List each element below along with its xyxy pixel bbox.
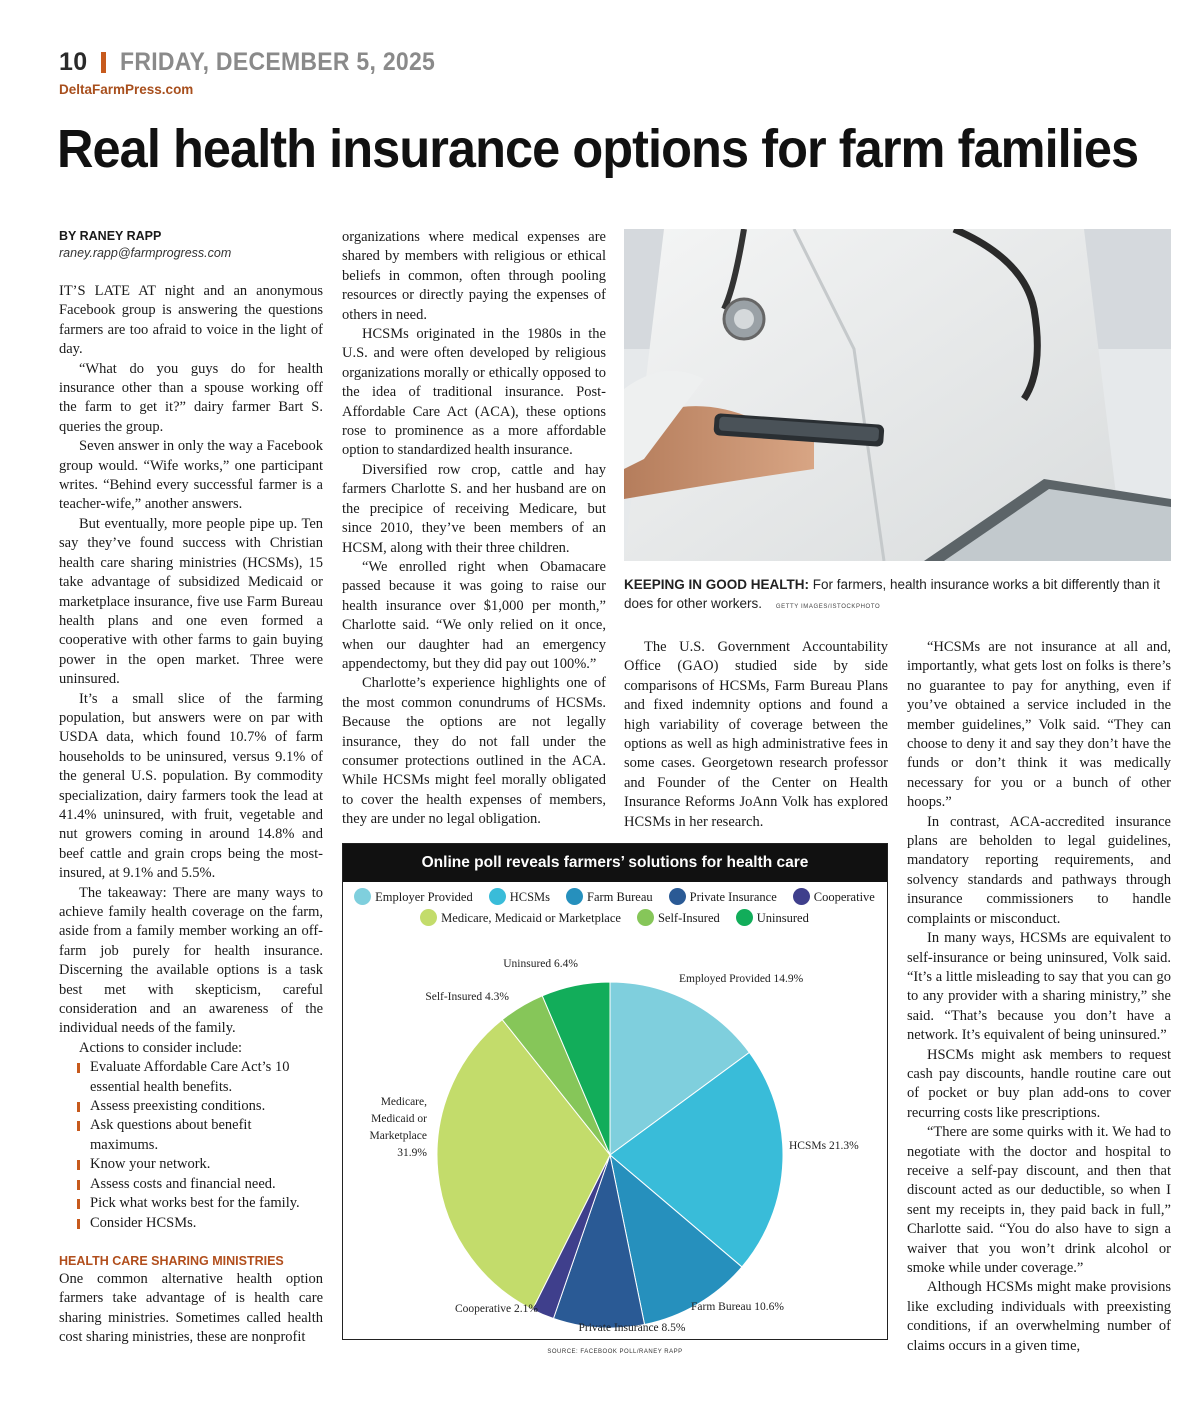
body-paragraph: HCSMs originated in the 1980s in the U.S. and were often developed by religious organizations morally or ethically opposed to the idea of traditional insurance. Post-Affordable Care Act (ACA), these options rose to prominence as a more affordable option to standardized health insurance.	[342, 326, 606, 459]
body-paragraph: Although HCSMs might make provisions like excluding individuals with preexisting conditions, if an overwhelming number of claims occurs in a given time,	[907, 1279, 1171, 1354]
legend-swatch	[736, 909, 753, 926]
body-paragraph: “There are some quirks with it. We had to negotiate with the doctor and hospital to receive a self-pay discount, and then that discount acted as our deductible, so when I sent my receipts in, they paid back in full,” Charlotte said. “You do also have to sign a waiver that you won’t drink alcohol or smoke while under coverage.”	[907, 1124, 1171, 1276]
list-item: Assess preexisting conditions.	[77, 1097, 323, 1116]
list-item: Evaluate Affordable Care Act’s 10 essential health benefits.	[77, 1058, 323, 1097]
legend-item	[793, 888, 875, 905]
body-paragraph: But eventually, more people pipe up. Ten say they’ve found success with Christian health care sharing ministries (HCSMs), 15 take advantage of subsidized Medicaid or marketplace insurance, five use Farm Bureau health plans and one even formed a cooperative with other farms to gain buying power in the open market. Three were uninsured.	[59, 515, 323, 688]
column-4	[907, 638, 1171, 1356]
page-folio	[59, 46, 463, 78]
chart-title: Online poll reveals farmers’ solutions for health care	[343, 844, 887, 882]
site-name: DeltaFarmPress.com	[59, 82, 194, 97]
legend-swatch	[489, 888, 506, 905]
body-paragraph: It’s a small slice of the farming population, but answers were on par with USDA data, which found 10.7% of farm households to be uninsured, versus 9.1% of the general U.S. population. By commodity specialization, dairy farmers took the lead at 41.4% uninsured, with fruit, vegetable and nut growers coming in around 14.8% and beef cattle and grain crops being the most-insured, at 9.1% and 5.5%.	[59, 690, 323, 882]
body-paragraph: One common alternative health option farmers take advantage of is health care sharing ministries. Sometimes called health cost sharing ministries, these are nonprofit	[59, 1270, 323, 1346]
doctor-phone-photo	[624, 229, 1171, 561]
body-paragraph: Seven answer in only the way a Facebook group would. “Wife works,” one participant writes. “Behind every successful farmer is a teacher-wife,” another answers.	[59, 438, 323, 513]
folio-divider	[101, 52, 106, 73]
pie-chart	[343, 934, 886, 1334]
slice-label: Private Insurance 8.5%	[578, 1322, 686, 1334]
legend-item	[566, 888, 653, 905]
slice-label: Medicare, Medicaid or Marketplace 31.9%	[369, 1096, 427, 1159]
legend-swatch	[637, 909, 654, 926]
legend-label: Self-Insured	[657, 910, 720, 925]
headline: Real health insurance options for farm families	[57, 119, 1139, 179]
legend-label: Medicare, Medicaid or Marketplace	[441, 910, 621, 925]
photo-illustration	[624, 229, 1171, 561]
list-item: Pick what works best for the family.	[77, 1194, 323, 1213]
page-number: 10	[59, 47, 88, 76]
legend-label: Uninsured	[756, 910, 809, 925]
legend-item	[637, 909, 720, 926]
byline: BY RANEY RAPP	[59, 229, 162, 243]
caption-label: KEEPING IN GOOD HEALTH:	[624, 577, 810, 592]
actions-list	[59, 1058, 323, 1233]
body-paragraph: Diversified row crop, cattle and hay farmers Charlotte S. and her husband are on the precipice of receiving Medicare, but since 2010, they’ve been members of an HCSM, along with their three children.	[342, 461, 606, 556]
legend-swatch	[354, 888, 371, 905]
list-item: Assess costs and financial need.	[77, 1175, 323, 1194]
body-paragraph: IT’S LATE AT night and an anonymous Facebook group is answering the questions farmers are too afraid to voice in the light of day.	[59, 283, 323, 358]
body-paragraph: HSCMs might ask members to request cash pay discounts, handle routine care out of pocket or buy plan add-ons to cover recurring costs like prescriptions.	[907, 1046, 1171, 1121]
legend-swatch	[420, 909, 437, 926]
legend-label: Private Insurance	[689, 889, 777, 904]
section-subhead: HEALTH CARE SHARING MINISTRIES	[59, 1253, 284, 1268]
chart-legend	[343, 888, 886, 930]
body-paragraph: Charlotte’s experience highlights one of the most common conundrums of HCSMs. Because the options are not legally insurance, they do not fall under the consumer protections outlined in the ACA. While HCSMs might feel morally obligated to cover the health expenses of members, they are under no legal obligation.	[342, 675, 606, 828]
legend-label: Employer Provided	[375, 889, 473, 904]
column-1	[59, 228, 323, 1348]
body-paragraph: “We enrolled right when Obamacare passed because it was going to raise our health insurance over $1,000 per month,” Charlotte said. “We only relied on it once, when our daughter had an emergency appendectomy, but they did pay out 100%.”	[342, 558, 606, 672]
caption-text: For farmers, health insurance works a bit differently than it does for other workers.	[624, 577, 1160, 611]
photo-credit: GETTY IMAGES/ISTOCKPHOTO	[775, 603, 881, 610]
legend-swatch	[566, 888, 583, 905]
legend-swatch	[793, 888, 810, 905]
body-paragraph: The takeaway: There are many ways to achieve family health coverage on the farm, aside from a family member working an off-farm job purely for health insurance. Discerning the available options is a task best met with skepticism, careful consideration and an awareness of the individual needs of the family.	[59, 884, 323, 1037]
body-paragraph: In contrast, ACA-accredited insurance plans are beholden to legal guidelines, mandatory reporting requirements, and solvency standards and pathways through insurance commissioners to handle complaints or misconduct.	[907, 813, 1171, 927]
slice-label: Employed Provided 14.9%	[679, 973, 804, 985]
list-item: Know your network.	[77, 1155, 323, 1174]
column-3	[624, 638, 888, 832]
legend-row	[343, 888, 886, 905]
slice-label: Cooperative 2.1%	[454, 1303, 538, 1315]
legend-label: Cooperative	[813, 889, 875, 904]
list-item: Ask questions about benefit maximums.	[77, 1116, 323, 1155]
legend-item	[420, 909, 621, 926]
legend-item	[736, 909, 809, 926]
poll-chart	[342, 843, 888, 1340]
slice-label: Self-Insured 4.3%	[425, 991, 509, 1003]
issue-date: FRIDAY, DECEMBER 5, 2025	[120, 47, 436, 76]
body-paragraph: “What do you guys do for health insurance other than a spouse working off the farm to get it?” dairy farmer Bart S. queries the group.	[59, 360, 323, 435]
body-paragraph: In many ways, HCSMs are equivalent to self-insurance or being uninsured, Volk said. “It’s a little misleading to say that you can go to any provider with a sharing ministry,” she said. “That’s because you don’t have a network. It’s equivalent of being uninsured.”	[907, 930, 1171, 1044]
legend-label: HCSMs	[509, 889, 551, 904]
body-paragraph: “HCSMs are not insurance at all and, importantly, what gets lost on folks is there’s no guarantee to pay for anything, even if you’ve obtained a service included in the member guidelines,” Volk said. “They can choose to deny it and say they don’t have the funds or don’t think it was medically necessary for you or a bunch of other hoops.”	[907, 639, 1171, 811]
slice-label: HCSMs 21.3%	[789, 1140, 859, 1152]
legend-row	[343, 909, 886, 926]
actions-intro: Actions to consider include:	[79, 1039, 243, 1056]
legend-item	[354, 888, 473, 905]
chart-source: SOURCE: FACEBOOK POLL/RANEY RAPP	[547, 1349, 683, 1355]
body-paragraph: The U.S. Government Accountability Office (GAO) studied side by side comparisons of HCSMs, Farm Bureau Plans and fixed indemnity options and found a high variability of coverage between the options as well as high administrative fees in some cases. Georgetown research professor and Founder of the Center on Health Insurance Reforms JoAnn Volk has explored HCSMs in her research.	[624, 639, 888, 830]
column-2	[342, 228, 606, 830]
photo-caption	[624, 576, 1171, 616]
legend-label: Farm Bureau	[587, 889, 653, 904]
legend-item	[669, 888, 777, 905]
legend-swatch	[669, 888, 686, 905]
slice-label: Uninsured 6.4%	[503, 958, 578, 970]
slice-label: Farm Bureau 10.6%	[691, 1301, 784, 1313]
list-item: Consider HCSMs.	[77, 1214, 323, 1233]
legend-item	[489, 888, 550, 905]
author-email[interactable]: raney.rapp@farmprogress.com	[59, 246, 232, 260]
body-paragraph: organizations where medical expenses are shared by members with religious or ethical beliefs in common, often through pooling resources or directly paying the expenses of others in need.	[342, 229, 606, 323]
